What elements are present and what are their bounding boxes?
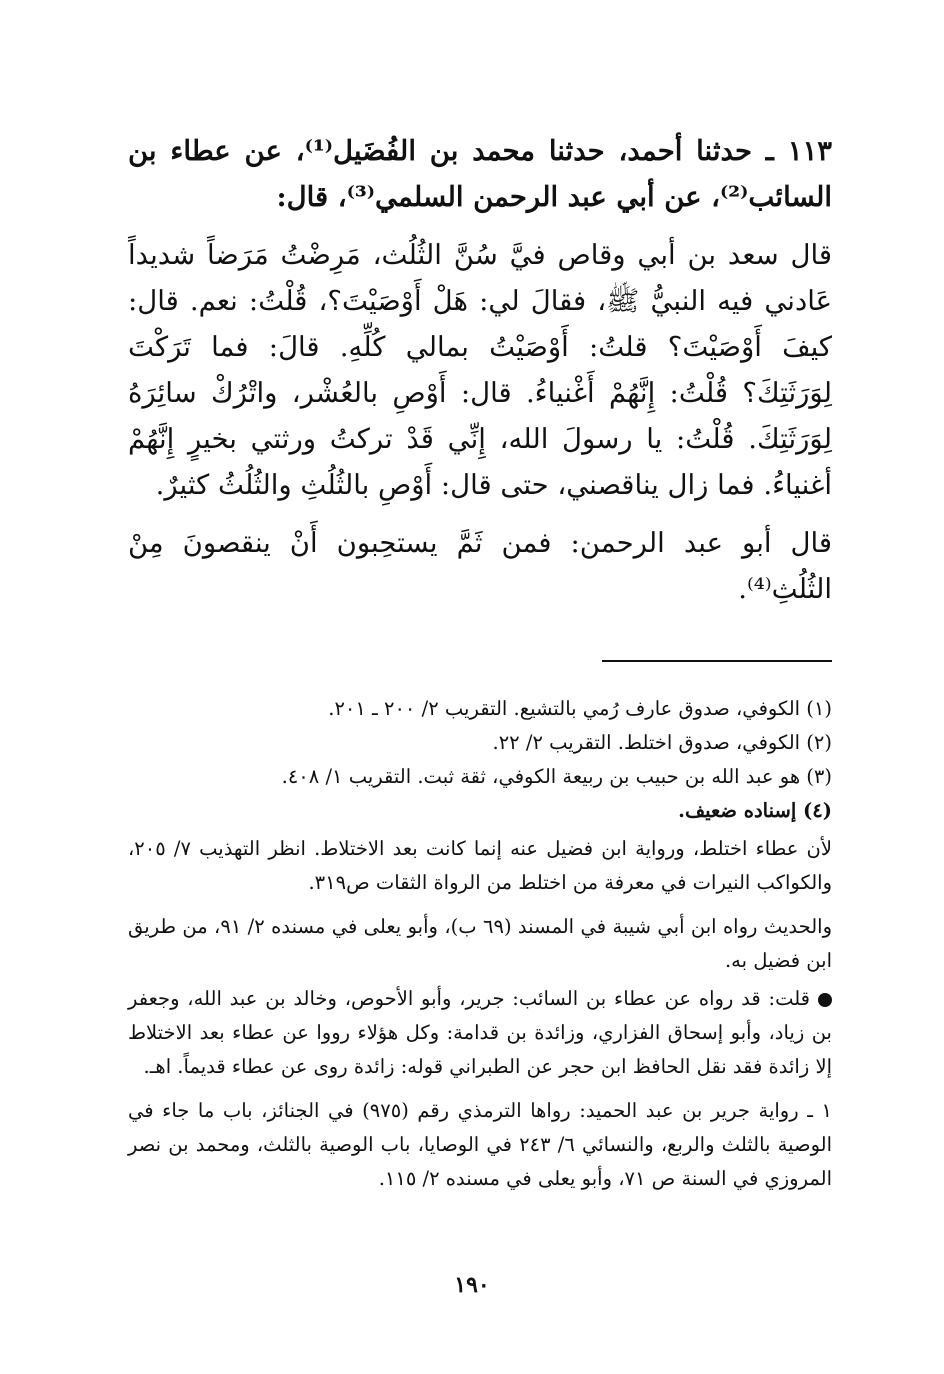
footnote-1: (١) الكوفي، صدوق عارف رُمي بالتشيع. التقريب ٢/ ٢٠٠ ـ ٢٠١. xyxy=(328,697,832,720)
hadith-closing: قال أبو عبد الرحمن: فمن ثَمَّ يستحِبون أَنْ ينقصونَ مِنْ الثُلُثِ⁽⁴⁾. xyxy=(128,527,832,605)
footnote-4: (٤) إسناده ضعيف. xyxy=(678,799,832,822)
hadith-isnad: ١١٣ ـ حدثنا أحمد، حدثنا محمد بن الفُضَيل⁽¹⁾، عن عطاء بن السائب⁽²⁾، عن أبي عبد الرحمن السلمي⁽³⁾، قال: xyxy=(128,135,833,213)
note-qultu xyxy=(128,982,832,1084)
hadith-matn: قال سعد بن أبي وقاص فيَّ سُنَّ الثُلُث، مَرِضْتُ مَرَضاً شديداً عَادني فيه النبيُّ ﷺ، فقالَ لي: هَلْ أَوْصَيْتَ؟، قُلْتُ: نعم. قال: كيفَ أَوْصَيْتَ؟ قلتُ: أَوْصَيْتُ بمالي كُلِّهِ. قالَ: فما تَرَكْتَ لِوَرَثَتِكَ؟ قُلْتُ: إِنَّهُمْ أَغْنياءُ. قال: أَوْصِ بالعُشْر، واتْرُكْ سائِرَهُ لِوَرَثَتِكَ. قُلْتُ: يا رسولَ الله، إِنِّي قَدْ تركتُ ورثتي بخيرٍ إِنَّهُمْ أغنياءُ. فما زال يناقصني، حتى قال: أَوْصِ بالثُلُثِ والثُلُثُ كثيرٌ. xyxy=(128,239,832,501)
footnote-3: (٣) هو عبد الله بن حبيب بن ربيعة الكوفي، ثقة ثبت. التقريب ١/ ٤٠٨. xyxy=(281,765,832,788)
note-qultu-text: قلت: قد رواه عن عطاء بن السائب: جرير، وأبو الأحوص، وخالد بن عبد الله، وجعفر بن زياد، وأبو إسحاق الفزاري، وزائدة بن قدامة: وكل هؤلاء رووا عن عطاء بعد الاختلاط إلا زائدة فقد نقل الحافظ ابن حجر عن الطبراني قوله: زائدة روى عن عطاء قديماً. اهـ. xyxy=(128,987,832,1078)
footnote-2: (٢) الكوفي، صدوق اختلط. التقريب ٢/ ٢٢. xyxy=(492,731,832,754)
note-riwaya-1: ١ ـ رواية جرير بن عبد الحميد: رواها الترمذي رقم (٩٧٥) في الجنائز، باب ما جاء في الوصية بالثلث والربع، والنسائي ٦/ ٢٤٣ في الوصايا، باب الوصية بالثلث، ومحمد بن نصر المروزي في السنة ص ٧١، وأبو يعلى في مسنده ٢/ ١١٥. xyxy=(128,1099,832,1190)
note-takhrij: والحديث رواه ابن أبي شيبة في المسند (٦٩ ب)، وأبو يعلى في مسنده ٢/ ٩١، من طريق ابن فضيل به. xyxy=(128,915,832,972)
note-reason: لأن عطاء اختلط، ورواية ابن فضيل عنه إنما كانت بعد الاختلاط. انظر التهذيب ٧/ ٢٠٥، والكواكب النيرات في معرفة من اختلط من الرواة الثقات ص٣١٩. xyxy=(128,837,832,894)
footnotes xyxy=(128,692,832,1196)
page-number: ١٩٠ xyxy=(454,1272,490,1298)
footnote-list xyxy=(128,692,832,828)
footnote-separator xyxy=(602,660,832,662)
bullet-icon xyxy=(818,993,832,1007)
hadith-text xyxy=(128,128,832,612)
